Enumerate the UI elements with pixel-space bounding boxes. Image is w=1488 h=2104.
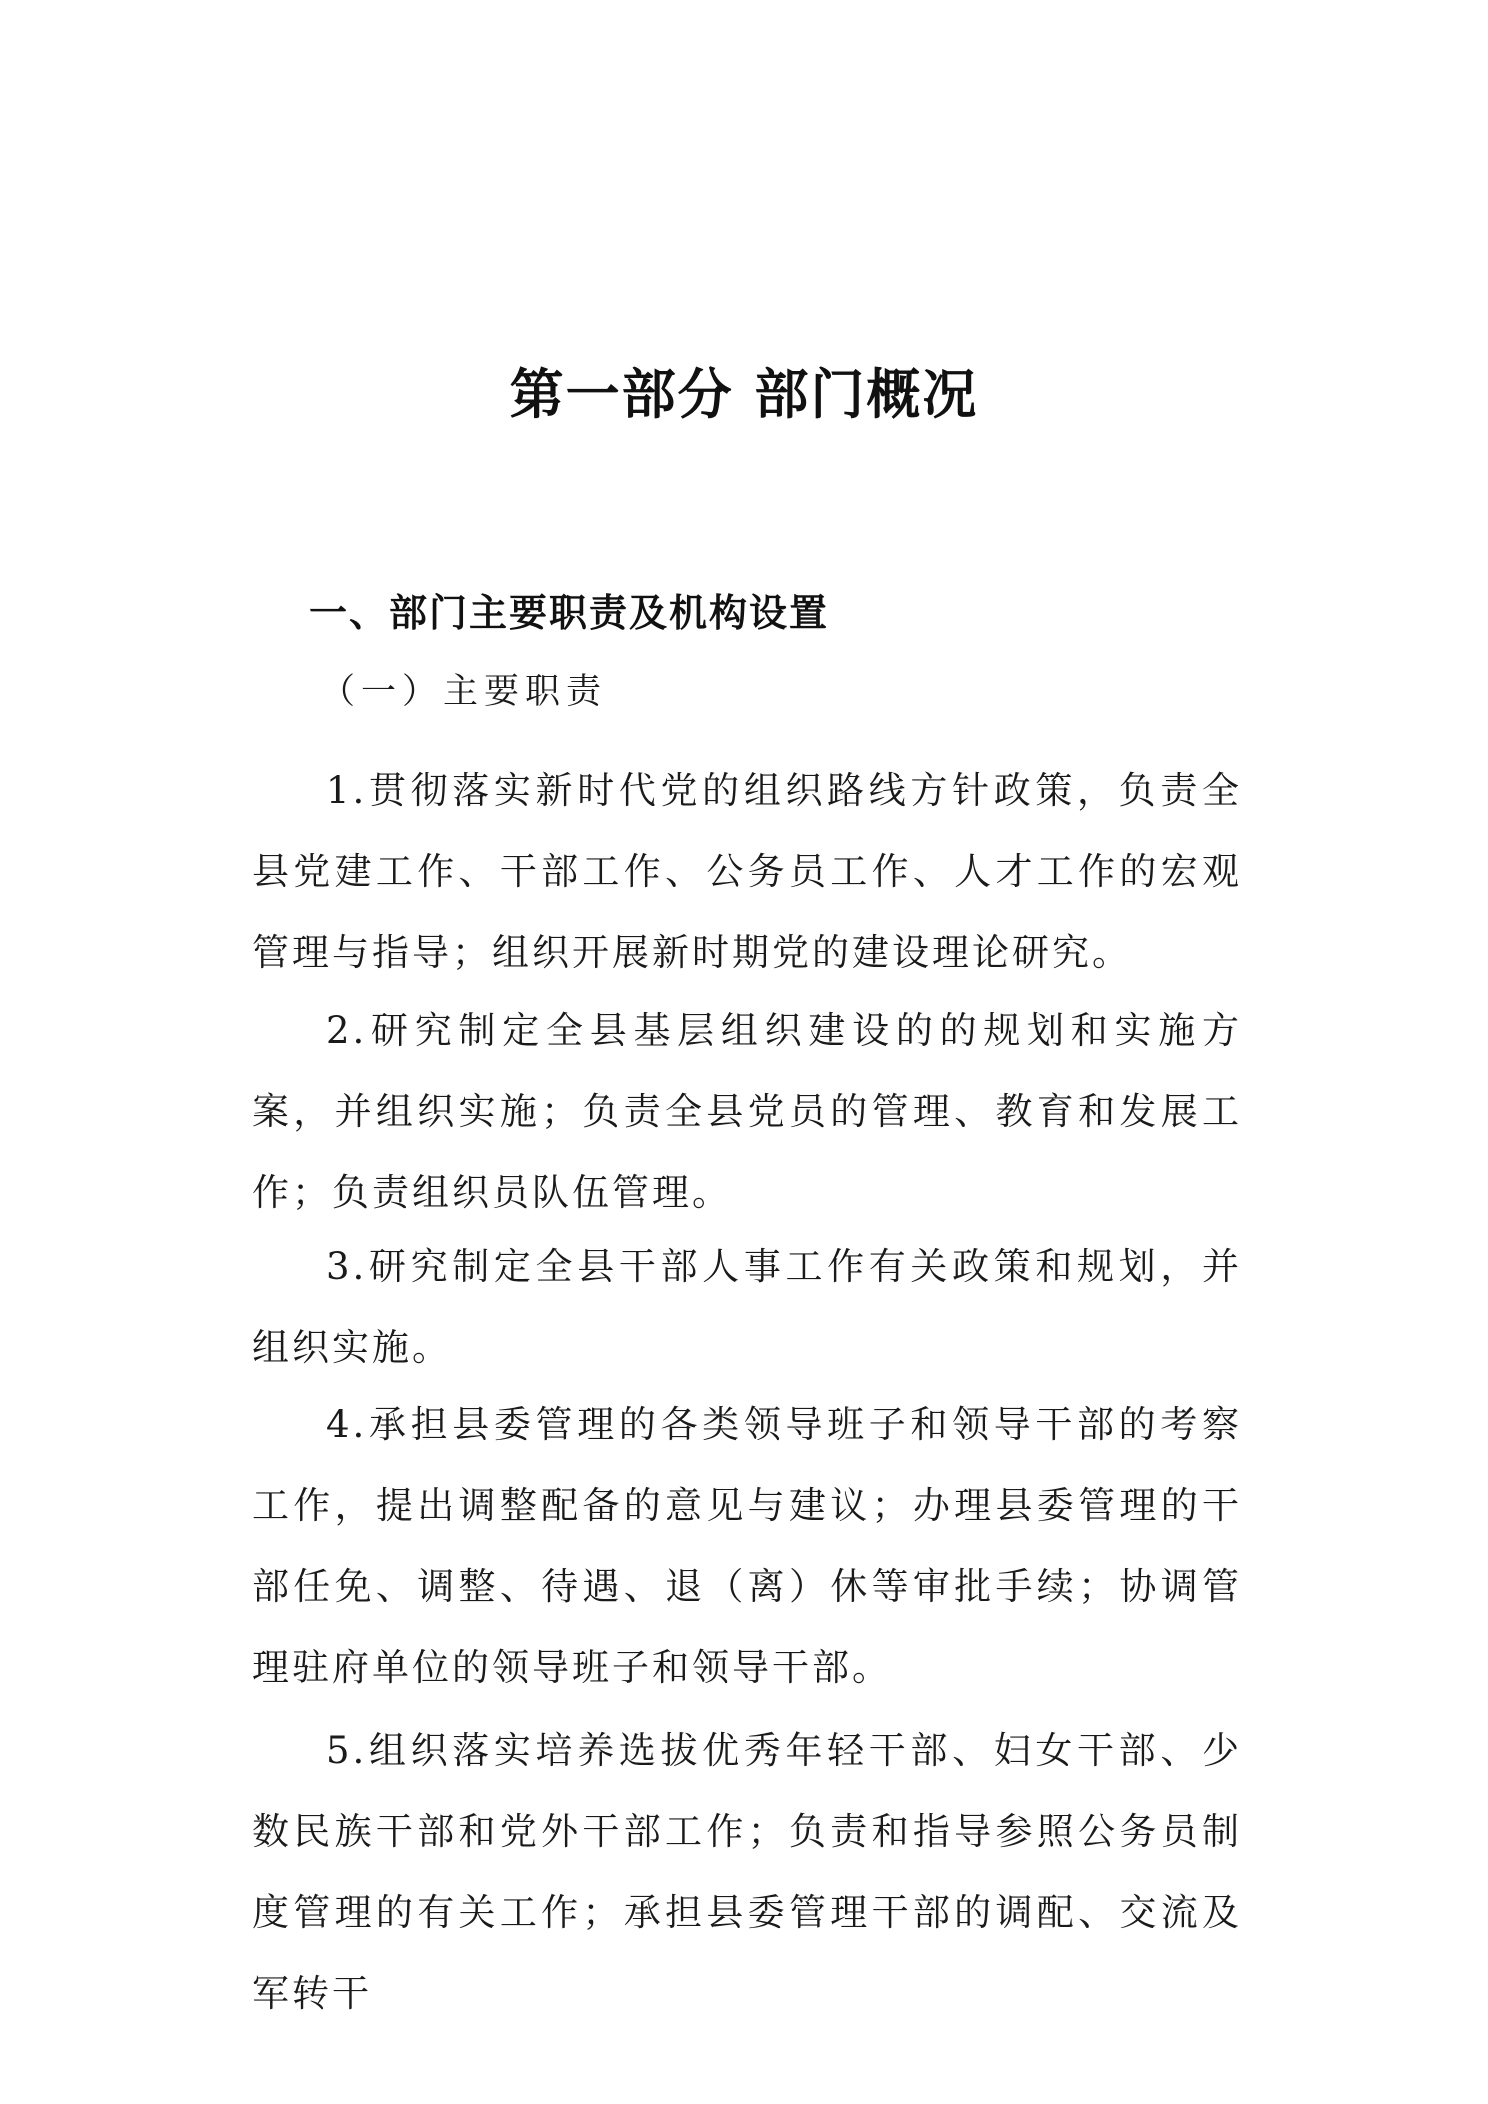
paragraph-2: 2.研究制定全县基层组织建设的的规划和实施方案，并组织实施；负责全县党员的管理、教育和发展工作；负责组织员队伍管理。: [252, 1009, 1242, 1214]
section-heading: 一、部门主要职责及机构设置: [309, 591, 830, 635]
subsection-heading: （一）主要职责: [320, 672, 608, 712]
paragraph-5: 5.组织落实培养选拔优秀年轻干部、妇女干部、少数民族干部和党外干部工作；负责和指导参照公务员制度管理的有关工作；承担县委管理干部的调配、交流及军转干: [252, 1729, 1242, 2015]
paragraph-1: 1.贯彻落实新时代党的组织路线方针政策，负责全县党建工作、干部工作、公务员工作、人才工作的宏观管理与指导；组织开展新时期党的建设理论研究。: [252, 769, 1242, 974]
paragraph-3: 3.研究制定全县干部人事工作有关政策和规划，并组织实施。: [252, 1245, 1242, 1369]
page-title: 第一部分 部门概况: [509, 363, 979, 426]
paragraph-4: 4.承担县委管理的各类领导班子和领导干部的考察工作，提出调整配备的意见与建议；办理县委管理的干部任免、调整、待遇、退（离）休等审批手续；协调管理驻府单位的领导班子和领导干部。: [252, 1403, 1242, 1689]
